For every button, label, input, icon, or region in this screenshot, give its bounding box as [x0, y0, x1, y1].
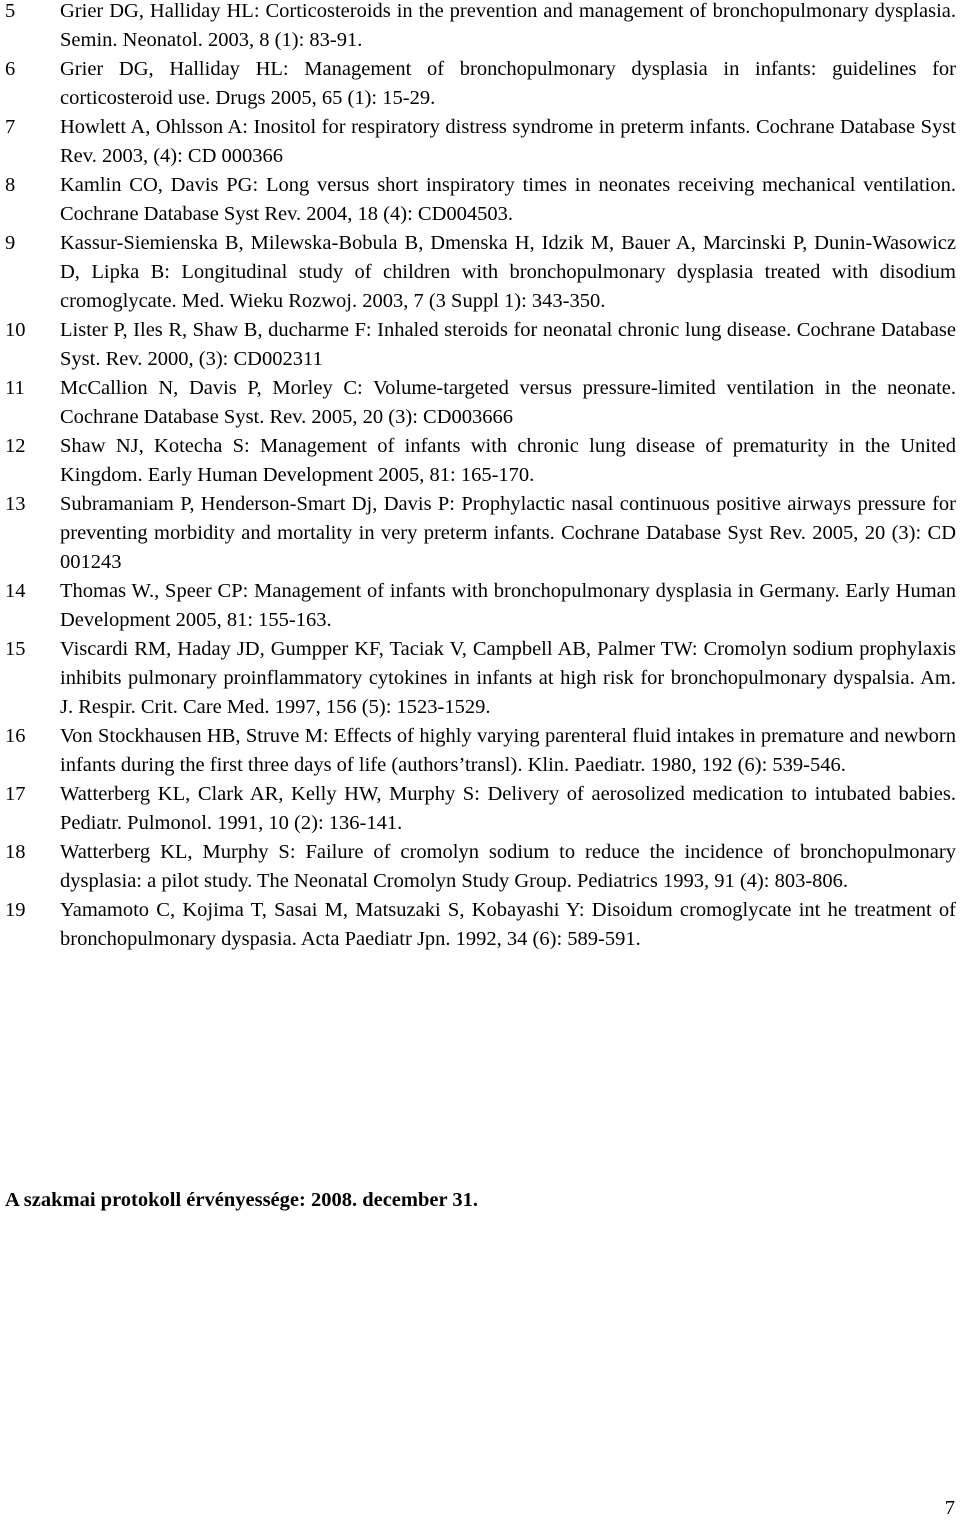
reference-number: 12 [5, 435, 26, 457]
reference-number: 14 [5, 580, 26, 602]
reference-item [0, 171, 960, 229]
reference-item [0, 635, 960, 722]
reference-item [0, 229, 960, 316]
reference-item [0, 374, 960, 432]
reference-text: Viscardi RM, Haday JD, Gumpper KF, Taciak V, Campbell AB, Palmer TW: Cromolyn sodium prophylaxis inhibits pulmonary proinflammatory cytokines in infants at high risk for bronchopulmonary dyspalsia. Am. J. Respir. Crit. Care Med. 1997, 156 (5): 1523-1529. [60, 638, 956, 718]
reference-text: Watterberg KL, Murphy S: Failure of cromolyn sodium to reduce the incidence of bronchopulmonary dysplasia: a pilot study. The Neonatal Cromolyn Study Group. Pediatrics 1993, 91 (4): 803-806. [60, 841, 956, 892]
reference-text: Kassur-Siemienska B, Milewska-Bobula B, Dmenska H, Idzik M, Bauer A, Marcinski P, Dunin-Wasowicz D, Lipka B: Longitudinal study of children with bronchopulmonary dysplasia treated with disodium cromoglycate. Med. Wieku Rozwoj. 2003, 7 (3 Suppl 1): 343-350. [60, 232, 956, 312]
reference-item [0, 722, 960, 780]
reference-number: 19 [5, 899, 26, 921]
reference-number: 6 [5, 58, 16, 80]
reference-text: Thomas W., Speer CP: Management of infants with bronchopulmonary dysplasia in Germany. Early Human Development 2005, 81: 155-163. [60, 580, 956, 631]
reference-item [0, 113, 960, 171]
reference-item [0, 55, 960, 113]
reference-text: Lister P, Iles R, Shaw B, ducharme F: Inhaled steroids for neonatal chronic lung disease. Cochrane Database Syst. Rev. 2000, (3): CD002311 [60, 319, 956, 370]
reference-item [0, 0, 960, 55]
reference-item [0, 316, 960, 374]
reference-item [0, 432, 960, 490]
page-number: 7 [944, 1497, 955, 1519]
reference-number: 10 [5, 319, 26, 341]
reference-number: 15 [5, 638, 26, 660]
reference-item [0, 896, 960, 954]
reference-number: 5 [5, 0, 16, 22]
reference-text: Kamlin CO, Davis PG: Long versus short inspiratory times in neonates receiving mechanical ventilation. Cochrane Database Syst Rev. 2004, 18 (4): CD004503. [60, 174, 956, 225]
reference-number: 13 [5, 493, 26, 515]
protocol-validity-note: A szakmai protokoll érvényessége: 2008. december 31. [5, 1189, 478, 1211]
reference-item [0, 780, 960, 838]
reference-number: 18 [5, 841, 26, 863]
reference-number: 8 [5, 174, 16, 196]
reference-number: 11 [5, 377, 25, 399]
reference-number: 9 [5, 232, 16, 254]
reference-text: Watterberg KL, Clark AR, Kelly HW, Murphy S: Delivery of aerosolized medication to intubated babies. Pediatr. Pulmonol. 1991, 10 (2): 136-141. [60, 783, 956, 834]
reference-text: Grier DG, Halliday HL: Management of bronchopulmonary dysplasia in infants: guidelines for corticosteroid use. Drugs 2005, 65 (1): 15-29. [60, 58, 956, 109]
reference-text: Subramaniam P, Henderson-Smart Dj, Davis P: Prophylactic nasal continuous positive airways pressure for preventing morbidity and mortality in very preterm infants. Cochrane Database Syst Rev. 2005, 20 (3): CD 001243 [60, 493, 956, 573]
reference-text: Yamamoto C, Kojima T, Sasai M, Matsuzaki S, Kobayashi Y: Disoidum cromoglycate int he treatment of bronchopulmonary dyspasia. Acta Paediatr Jpn. 1992, 34 (6): 589-591. [60, 899, 956, 950]
reference-text: Grier DG, Halliday HL: Corticosteroids in the prevention and management of bronchopulmonary dysplasia. Semin. Neonatol. 2003, 8 (1): 83-91. [60, 0, 956, 51]
reference-item [0, 577, 960, 635]
reference-item [0, 838, 960, 896]
reference-text: Howlett A, Ohlsson A: Inositol for respiratory distress syndrome in preterm infants. Cochrane Database Syst Rev. 2003, (4): CD 000366 [60, 116, 956, 167]
reference-text: Shaw NJ, Kotecha S: Management of infants with chronic lung disease of prematurity in the United Kingdom. Early Human Development 2005, 81: 165-170. [60, 435, 956, 486]
reference-text: McCallion N, Davis P, Morley C: Volume-targeted versus pressure-limited ventilation in the neonate. Cochrane Database Syst. Rev. 2005, 20 (3): CD003666 [60, 377, 956, 428]
reference-number: 7 [5, 116, 16, 138]
reference-text: Von Stockhausen HB, Struve M: Effects of highly varying parenteral fluid intakes in premature and newborn infants during the first three days of life (authors’transl). Klin. Paediatr. 1980, 192 (6): 539-546. [60, 725, 956, 776]
reference-number: 17 [5, 783, 26, 805]
reference-number: 16 [5, 725, 26, 747]
reference-item [0, 490, 960, 577]
